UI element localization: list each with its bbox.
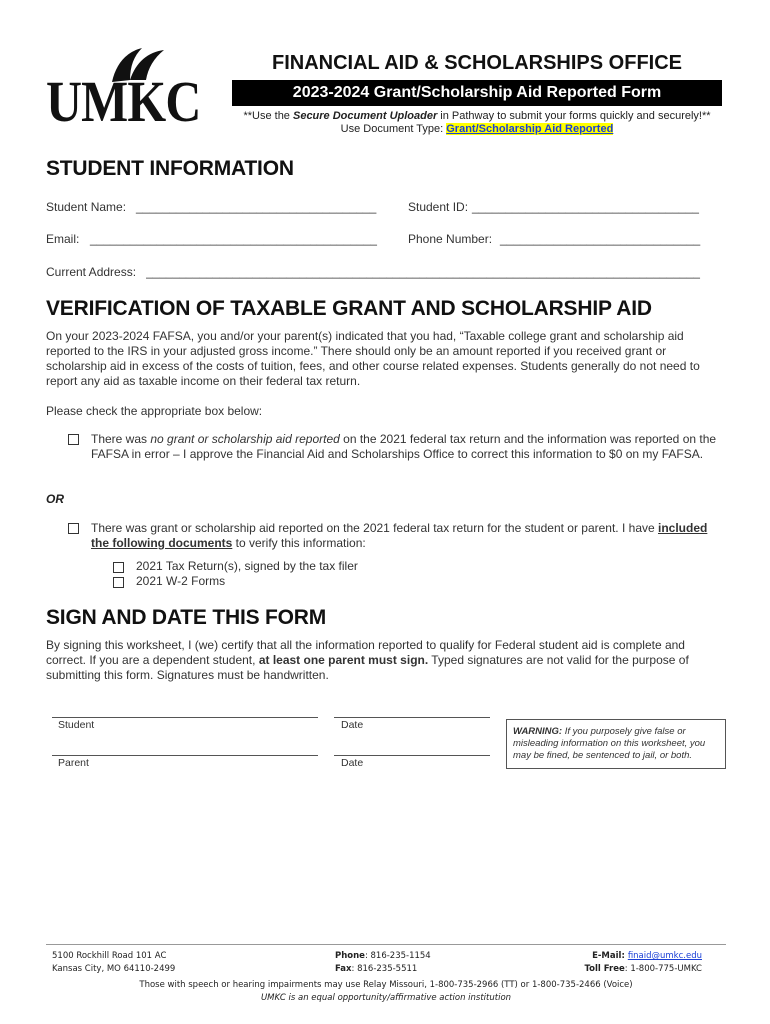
upload-note	[232, 110, 722, 136]
parent-signature-label: Parent	[58, 757, 89, 769]
option1-post: on the 2021 federal tax return and the information was reported on the FAFSA in error – I approve the Financial Aid and Scholarships Office to correct this information to $0 on my FAFSA.	[91, 432, 717, 461]
or-label: OR	[46, 492, 64, 506]
option2-checkbox[interactable]	[68, 523, 79, 534]
parent-date-label: Date	[341, 757, 364, 769]
eeo-note: UMKC is an equal opportunity/affirmative action institution	[260, 993, 512, 1003]
student-date-label: Date	[341, 719, 364, 731]
fax-value: : 816-235-5511	[351, 964, 418, 974]
option2-post: to verify this information:	[232, 536, 366, 550]
student-name-field[interactable]: ____________________________________	[136, 200, 377, 214]
phone-label: Phone Number:	[408, 232, 493, 246]
check-instruction: Please check the appropriate box below:	[46, 404, 263, 418]
option1-pre: There was	[91, 432, 151, 446]
w2-label: 2021 W-2 Forms	[136, 574, 226, 588]
form-title: 2023-2024 Grant/Scholarship Aid Reported Form	[292, 84, 662, 101]
email-field[interactable]: ___________________________________________	[90, 232, 377, 246]
student-signature-line[interactable]	[52, 717, 318, 718]
phone-label: Phone	[335, 951, 365, 961]
tax-return-checkbox[interactable]	[113, 562, 124, 573]
sign-para-bold: at least one parent must sign.	[258, 653, 429, 667]
fax-label: Fax	[335, 964, 352, 974]
tollfree-value: : 1-800-775-UMKC	[624, 964, 702, 974]
phone-field[interactable]: ______________________________	[500, 232, 701, 246]
option1-text	[91, 432, 721, 462]
tollfree-label: Toll Free	[584, 964, 625, 974]
student-id-field[interactable]: __________________________________	[472, 200, 699, 214]
address-line1: 5100 Rockhill Road 101 AC	[52, 951, 167, 961]
option1-italic: no grant or scholarship aid reported	[150, 432, 340, 446]
phone-value: : 816-235-1154	[364, 951, 431, 961]
parent-signature-line[interactable]	[52, 755, 318, 756]
student-name-label: Student Name:	[46, 200, 127, 214]
logo-text: UMKC	[46, 69, 201, 134]
doc-type-label: Use Document Type:	[340, 123, 447, 135]
upload-note-pre: **Use the	[243, 110, 293, 122]
office-title: FINANCIAL AID & SCHOLARSHIPS OFFICE	[271, 52, 682, 74]
sign-paragraph	[46, 638, 726, 683]
form-title-bar	[232, 80, 722, 106]
email-contact-label: E-Mail	[592, 951, 622, 961]
warning-bold: WARNING:	[513, 726, 563, 737]
option2-text	[91, 521, 721, 551]
sign-para-post: Typed signatures are not valid for the purpose of submitting this form. Signatures must be handwritten.	[46, 653, 689, 682]
address-line2: Kansas City, MO 64110-2499	[52, 964, 176, 974]
sign-para-pre: By signing this worksheet, I (we) certify that all the information reported to qualify for Federal student aid is complete and correct. If you are a dependent student,	[46, 638, 685, 667]
student-date-line[interactable]	[334, 717, 490, 718]
address-label: Current Address:	[46, 265, 137, 279]
umkc-logo	[46, 46, 218, 134]
option1-checkbox[interactable]	[68, 434, 79, 445]
upload-note-post: in Pathway to submit your forms quickly and securely!**	[437, 110, 711, 122]
tax-return-label: 2021 Tax Return(s), signed by the tax filer	[136, 559, 358, 573]
warning-box	[506, 719, 726, 769]
footer-divider	[46, 944, 726, 945]
address-field[interactable]: ___________________________________________________________________________________	[146, 265, 700, 279]
w2-checkbox[interactable]	[113, 577, 124, 588]
student-signature-label: Student	[58, 719, 95, 731]
warning-text: If you purposely give false or misleading information on this worksheet, you may be fined, be sentenced to jail, or both.	[513, 726, 706, 761]
student-id-label: Student ID:	[408, 200, 469, 214]
parent-date-line[interactable]	[334, 755, 490, 756]
email-link[interactable]: finaid@umkc.edu	[627, 951, 702, 961]
email-label: Email:	[46, 232, 80, 246]
footer-contact: E-Mail: finaid@umkc.edu Toll Free: 1-800-775-UMKC	[584, 951, 702, 974]
option2-bold: included the following documents	[91, 521, 708, 550]
student-info-title: STUDENT INFORMATION	[46, 157, 294, 180]
secure-uploader-text: Secure Document Uploader	[292, 110, 438, 122]
doc-type-link[interactable]: Grant/Scholarship Aid Reported	[446, 123, 614, 135]
verification-intro: On your 2023-2024 FAFSA, you and/or your parent(s) indicated that you had, “Taxable college grant and scholarship aid reported to the IRS in your adjusted gross income.” There should only be an amount reported if you received grant or scholarship aid in excess of the costs of tuition, fees, and other course related expenses. Students generally do not need to report any aid as taxable income on their federal tax return.	[46, 329, 700, 388]
option2-pre: There was grant or scholarship aid reported on the 2021 federal tax return for the student or parent. I have	[91, 521, 658, 535]
sign-title: SIGN AND DATE THIS FORM	[46, 606, 327, 629]
verification-title: VERIFICATION OF TAXABLE GRANT AND SCHOLARSHIP AID	[46, 297, 652, 320]
footer-address	[52, 950, 175, 976]
relay-note: Those with speech or hearing impairments may use Relay Missouri, 1-800-735-2966 (TT) or 1-800-735-2466 (Voice)	[139, 980, 633, 990]
footer-phone-fax	[335, 950, 431, 976]
